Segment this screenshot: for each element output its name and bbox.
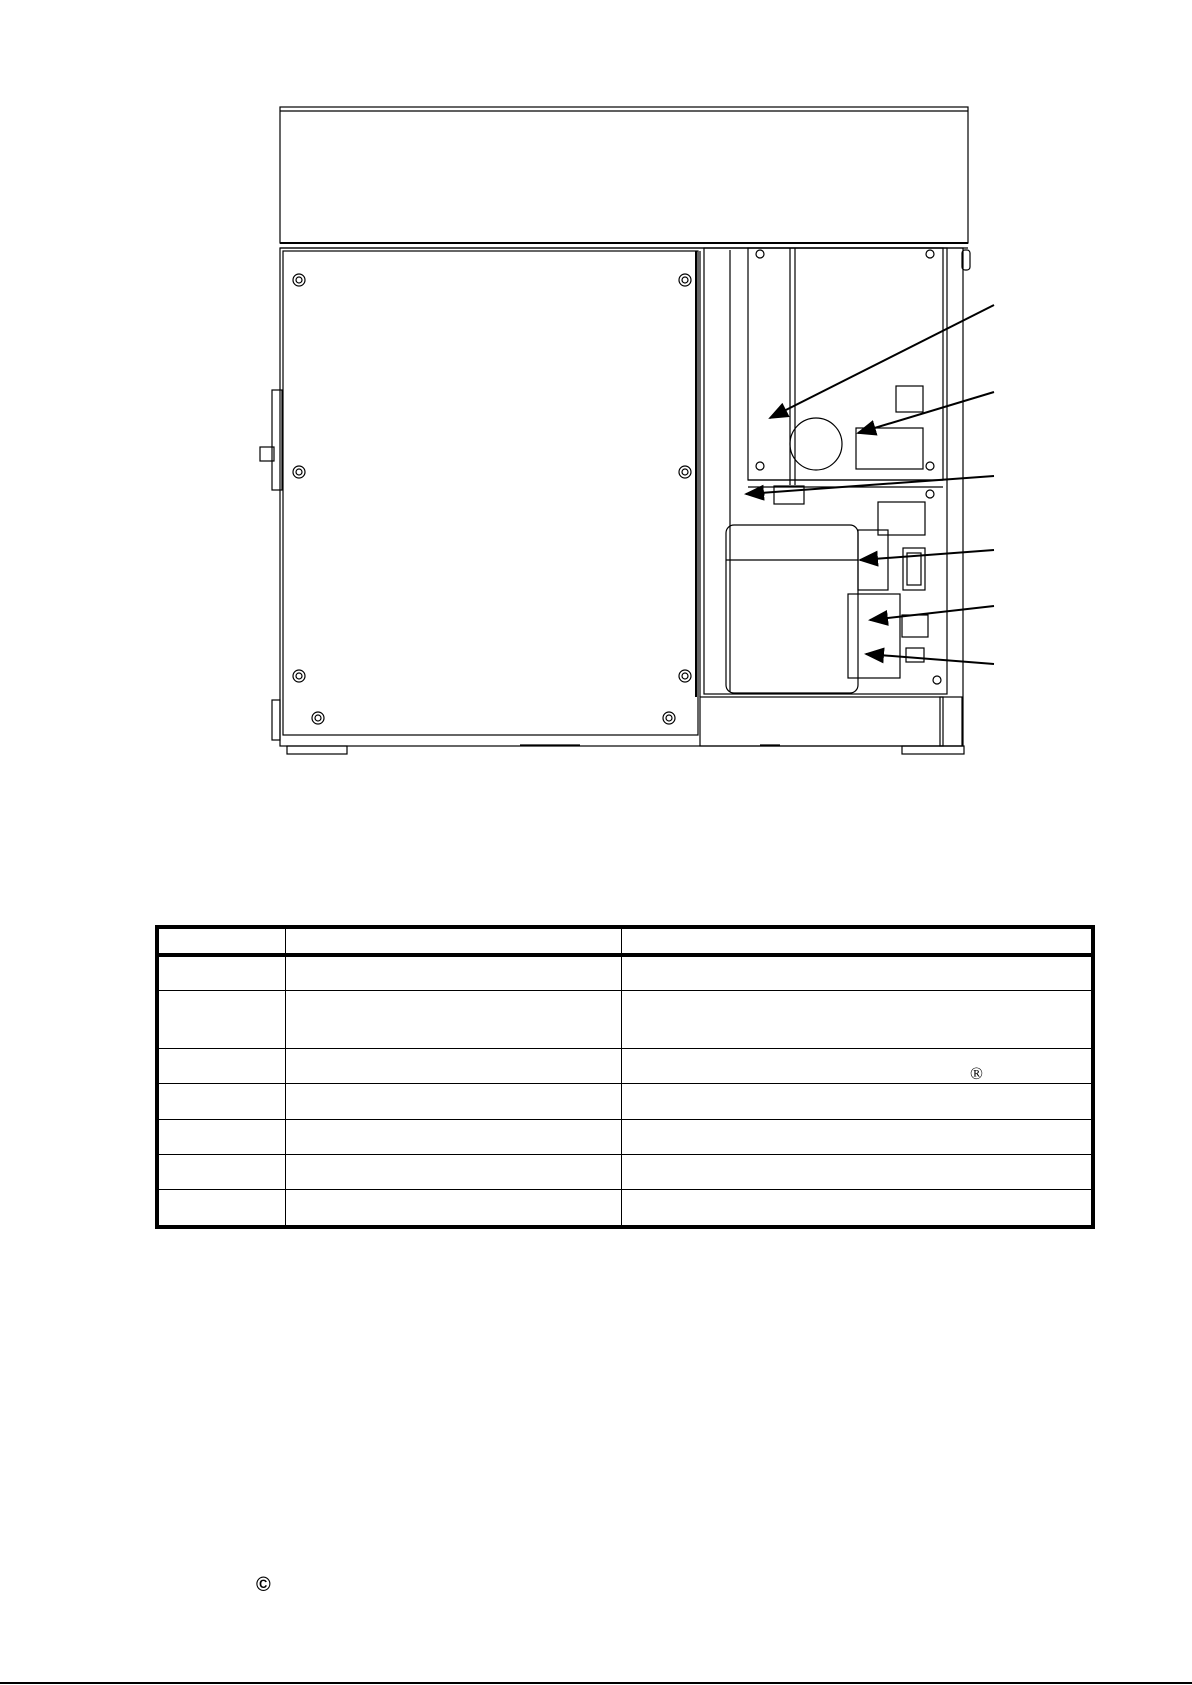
table-cell [621, 1119, 1093, 1154]
main-body [280, 248, 963, 746]
serial-port [906, 648, 924, 662]
callout-arrow-5 [870, 606, 994, 620]
connector-clip [774, 486, 804, 504]
callout-arrow-6 [866, 654, 994, 664]
column-header-description [621, 927, 1093, 955]
machine-rear-view-drawing [0, 0, 1192, 780]
table-cell [621, 1084, 1093, 1119]
page-bottom-rule [0, 1682, 1192, 1684]
copyright-symbol: © [256, 1574, 271, 1596]
table-row [157, 1048, 1093, 1083]
table-row [157, 1084, 1093, 1119]
table-cell [285, 1190, 621, 1227]
table-cell [285, 1084, 621, 1119]
table-cell [621, 991, 1093, 1048]
table-cell [157, 955, 285, 991]
upper-rear-plate [748, 248, 943, 480]
pump-motor [726, 525, 858, 693]
top-lid [280, 107, 968, 243]
rating-label [848, 594, 900, 678]
table-row [157, 1155, 1093, 1190]
parts-table [155, 925, 1095, 1229]
table-cell [157, 1119, 285, 1154]
callout-arrow-1 [770, 305, 994, 418]
label-plate [856, 428, 923, 469]
callout-arrow-3 [746, 476, 994, 494]
table-cell [157, 1048, 285, 1083]
table-cell [157, 1190, 285, 1227]
table-cell [621, 955, 1093, 991]
table-cell [285, 1155, 621, 1190]
table-cell [285, 955, 621, 991]
registered-trademark-symbol: ® [970, 1064, 983, 1083]
callout-arrow-2 [858, 392, 994, 433]
power-inlet [902, 615, 928, 637]
column-header-item [157, 927, 285, 955]
table-header-row [157, 927, 1093, 955]
table-cell [157, 1155, 285, 1190]
table-cell [157, 1084, 285, 1119]
side-panel [283, 251, 698, 735]
table-cell [621, 1048, 1093, 1083]
table-cell [157, 991, 285, 1048]
column-header-part [285, 927, 621, 955]
callout-arrow-4 [860, 550, 994, 560]
table-cell [621, 1190, 1093, 1227]
table-row [157, 1190, 1093, 1227]
table-cell [621, 1155, 1093, 1190]
panel-screws [293, 274, 691, 724]
table-cell [285, 991, 621, 1048]
fan-opening [790, 418, 842, 470]
table-row [157, 955, 1093, 991]
table-row [157, 991, 1093, 1048]
foot-right [902, 746, 964, 754]
callout-arrows [746, 305, 994, 664]
table-cell [285, 1048, 621, 1083]
table-cell [285, 1119, 621, 1154]
table-row [157, 1119, 1093, 1154]
foot-left [287, 746, 347, 754]
power-switch [903, 548, 925, 590]
